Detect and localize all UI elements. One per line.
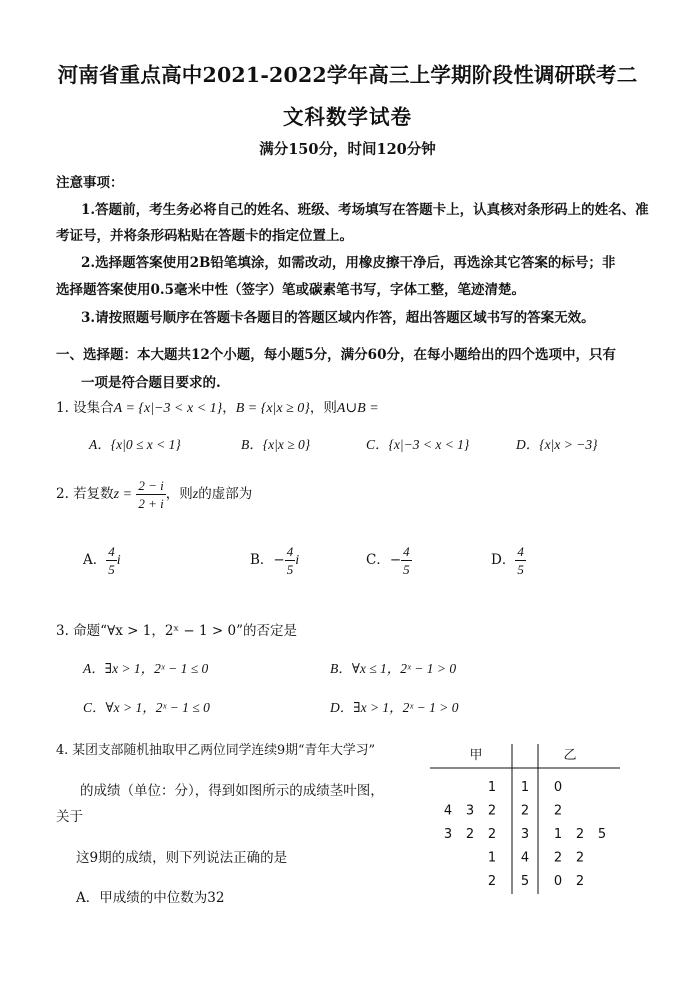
question-2-option-d[interactable]: D． $\frac{4}{5}$ [491, 544, 524, 577]
question-3-option-b[interactable]: B．∀x ≤ 1，2ˣ − 1 > 0 [330, 661, 457, 676]
question-2-option-b[interactable]: B．− $\frac{4}{5}$ i [250, 544, 300, 577]
question-3-option-d[interactable]: D．∃x > 1，2ˣ − 1 > 0 [330, 700, 459, 715]
question-1-option-a[interactable]: A．{x|0 ≤ x < 1} [89, 437, 181, 452]
exam-score-time: 满分150分，时间120分钟 [259, 141, 436, 158]
stem-leaf-header-yi: 乙 [563, 748, 577, 763]
question-1-option-c[interactable]: C．{x|−3 < x < 1} [366, 437, 470, 452]
jia-leaf: 2 [465, 827, 475, 842]
question-4-stem-line-3: 关于 [56, 809, 83, 825]
notes-heading: 注意事项： [56, 175, 124, 191]
jia-leaf: 2 [487, 803, 497, 819]
note-1-line-1: 1.答题前，考生务必将自己的姓名、班级、考场填写在答题卡上，认真核对条形码上的姓名、准 [81, 202, 649, 218]
yi-leaf: 1 [553, 827, 563, 842]
question-2-option-c[interactable]: C．− $\frac{4}{5}$ [366, 544, 410, 577]
stem-value: 3 [520, 827, 530, 842]
question-1-option-d[interactable]: D．{x|x > −3} [516, 437, 598, 452]
exam-title: 河南省重点高中2021-2022学年高三上学期阶段性调研联考二 [57, 63, 638, 87]
stem-value: 1 [520, 780, 530, 795]
question-4-stem-line-2: 的成绩（单位：分），得到如图所示的成绩茎叶图， [80, 783, 384, 799]
jia-leaf: 4 [443, 803, 453, 819]
question-4-stem-line-1: 4. 某团支部随机抽取甲乙两位同学连续9期“青年大学习” [56, 743, 376, 758]
question-4-stem-line-4: 这9期的成绩，则下列说法正确的是 [76, 850, 288, 866]
stem-value: 2 [520, 803, 530, 819]
stem-leaf-header-jia: 甲 [469, 748, 483, 763]
yi-leaf: 2 [553, 850, 563, 866]
yi-leaf: 2 [575, 850, 585, 866]
jia-leaf: 1 [487, 850, 497, 866]
yi-leaf: 2 [575, 827, 585, 842]
stem-value: 4 [520, 850, 530, 866]
question-2-stem: 2. 若复数z = $\frac{2 - i}{2 + i}$ ，则z的虚部为 [56, 478, 253, 511]
jia-leaf: 1 [487, 780, 497, 795]
question-4-option-a[interactable]: A．甲成绩的中位数为32 [76, 890, 225, 906]
yi-leaf: 2 [575, 874, 585, 889]
note-3: 3.请按照题号顺序在答题卡各题目的答题区域内作答，超出答题区域书写的答案无效。 [81, 310, 595, 326]
note-2-line-1: 2.选择题答案使用2B铅笔填涂，如需改动，用橡皮擦干净后，再选涂其它答案的标号；非 [81, 255, 616, 271]
jia-leaf: 3 [443, 827, 453, 842]
note-1-line-2: 考证号，并将条形码粘贴在答题卡的指定位置上。 [56, 228, 353, 244]
yi-leaf: 5 [597, 827, 607, 842]
yi-leaf: 0 [553, 874, 563, 889]
jia-leaf: 2 [487, 874, 497, 889]
exam-subject-title: 文科数学试卷 [283, 105, 412, 129]
section-1-heading: 一、选择题：本大题共12个小题，每小题5分，满分60分，在每小题给出的四个选项中，只有 [56, 347, 616, 363]
yi-leaf: 0 [553, 780, 563, 795]
stem-leaf-plot [428, 738, 628, 898]
question-3-option-c[interactable]: C．∀x > 1，2ˣ − 1 ≤ 0 [83, 700, 210, 715]
yi-leaf: 2 [553, 803, 563, 819]
stem-value: 5 [520, 874, 530, 889]
question-2-option-a[interactable]: A． $\frac{4}{5}$ i [83, 544, 121, 577]
note-2-line-2: 选择题答案使用0.5毫米中性（签字）笔或碳素笔书写，字体工整，笔迹清楚。 [56, 282, 525, 298]
question-1-stem: 1. 设集合A = {x|−3 < x < 1}，B = {x|x ≥ 0}，则A∪B = [56, 400, 379, 416]
question-1-option-b[interactable]: B．{x|x ≥ 0} [241, 437, 311, 452]
question-3-stem: 3. 命题“∀x > 1，2ˣ − 1 > 0”的否定是 [56, 623, 297, 639]
question-2-fraction: $\frac{2 - i}{2 + i}$ [138, 478, 164, 511]
section-1-heading-cont: 一项是符合题目要求的. [81, 375, 221, 391]
jia-leaf: 2 [487, 827, 497, 842]
jia-leaf: 3 [465, 803, 475, 819]
question-3-option-a[interactable]: A．∃x > 1，2ˣ − 1 ≤ 0 [83, 661, 209, 676]
